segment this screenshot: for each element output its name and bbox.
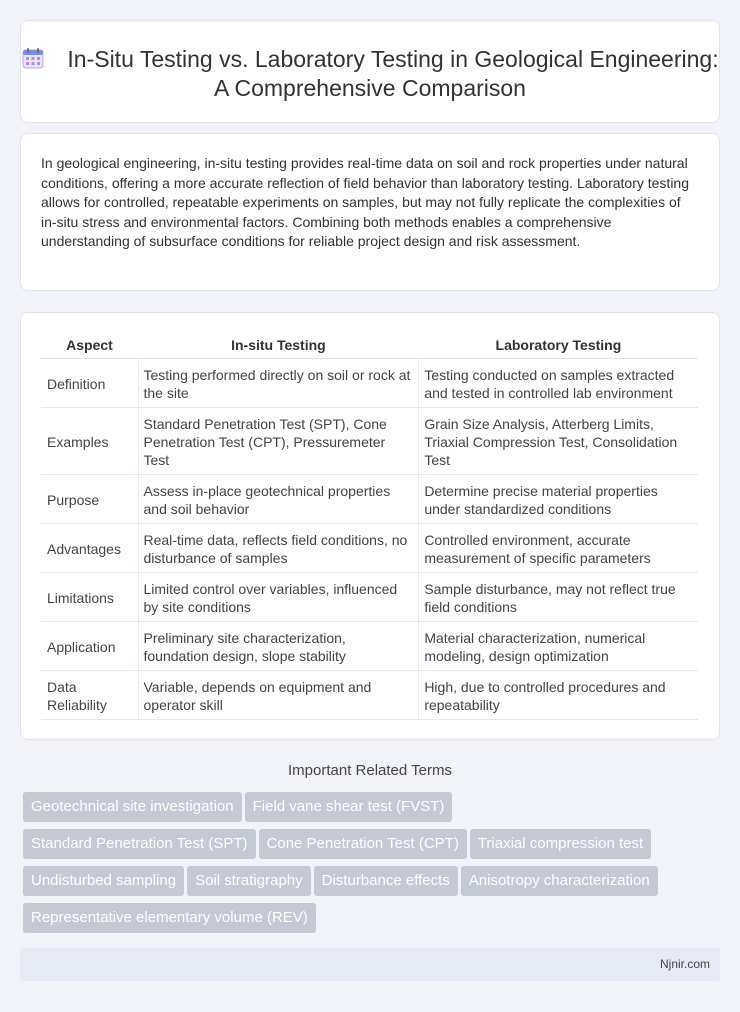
laboratory-cell: Sample disturbance, may not reflect true field conditions (419, 572, 698, 621)
in-situ-cell: Standard Penetration Test (SPT), Cone Penetration Test (CPT), Pressuremeter Test (138, 407, 419, 474)
aspect-cell: Limitations (41, 572, 138, 621)
table-row (41, 670, 698, 719)
related-term-tag[interactable]: Field vane shear test (FVST) (245, 792, 453, 822)
comparison-table (41, 333, 698, 720)
table-row (41, 572, 698, 621)
aspect-cell: Examples (41, 407, 138, 474)
header-aspect: Aspect (41, 333, 138, 358)
in-situ-cell: Testing performed directly on soil or rock at the site (138, 358, 419, 407)
header-in-situ: In-situ Testing (138, 333, 419, 358)
aspect-cell: Purpose (41, 474, 138, 523)
laboratory-cell: Controlled environment, accurate measurement of specific parameters (419, 523, 698, 572)
table-header-row (41, 333, 698, 358)
laboratory-cell: Determine precise material properties under standardized conditions (419, 474, 698, 523)
related-term-tag[interactable]: Triaxial compression test (470, 829, 651, 859)
intro-paragraph: In geological engineering, in-situ testing provides real-time data on soil and rock properties under natural conditions, offering a more accurate reflection of field behavior than laboratory testing. Laboratory testing allows for controlled, repeatable experiments on samples, but may not fully replicate the complexities of in-situ stress and environmental factors. Combining both methods enables a comprehensive understanding of subsurface conditions for reliable project design and risk assessment. (41, 155, 690, 250)
related-term-tag[interactable]: Cone Penetration Test (CPT) (259, 829, 467, 859)
header-laboratory: Laboratory Testing (419, 333, 698, 358)
in-situ-cell: Variable, depends on equipment and operator skill (138, 670, 419, 719)
table-row (41, 523, 698, 572)
in-situ-cell: Real-time data, reflects field conditions, no disturbance of samples (138, 523, 419, 572)
laboratory-cell: Material characterization, numerical modeling, design optimization (419, 621, 698, 670)
laboratory-cell: Testing conducted on samples extracted and tested in controlled lab environment (419, 358, 698, 407)
aspect-cell: Definition (41, 358, 138, 407)
aspect-cell: Application (41, 621, 138, 670)
related-term-tag[interactable]: Anisotropy characterization (461, 866, 658, 896)
footer-site-link[interactable]: Njnir.com (659, 957, 710, 971)
table-row (41, 621, 698, 670)
table-row (41, 407, 698, 474)
page-title-text: In-Situ Testing vs. Laboratory Testing in Geological Engineering: A Comprehensive Comparison (67, 46, 719, 101)
related-term-tag[interactable]: Representative elementary volume (REV) (23, 903, 316, 933)
related-term-tag[interactable]: Standard Penetration Test (SPT) (23, 829, 256, 859)
laboratory-cell: Grain Size Analysis, Atterberg Limits, Triaxial Compression Test, Consolidation Test (419, 407, 698, 474)
in-situ-cell: Preliminary site characterization, foundation design, slope stability (138, 621, 419, 670)
page-title (21, 45, 719, 103)
title-card (20, 20, 720, 123)
intro-card (20, 133, 720, 291)
table-row (41, 474, 698, 523)
comparison-table-card (20, 312, 720, 740)
in-situ-cell: Limited control over variables, influenced by site conditions (138, 572, 419, 621)
related-terms-heading: Important Related Terms (288, 762, 452, 779)
related-term-tag[interactable]: Soil stratigraphy (187, 866, 311, 896)
table-row (41, 358, 698, 407)
in-situ-cell: Assess in-place geotechnical properties and soil behavior (138, 474, 419, 523)
calendar-icon (21, 46, 45, 70)
related-term-tag[interactable]: Undisturbed sampling (23, 866, 184, 896)
aspect-cell: Data Reliability (41, 670, 138, 719)
laboratory-cell: High, due to controlled procedures and repeatability (419, 670, 698, 719)
related-term-tag[interactable]: Geotechnical site investigation (23, 792, 242, 822)
related-term-tag[interactable]: Disturbance effects (314, 866, 458, 896)
related-terms-list (23, 792, 723, 940)
aspect-cell: Advantages (41, 523, 138, 572)
footer-bar (20, 948, 720, 981)
